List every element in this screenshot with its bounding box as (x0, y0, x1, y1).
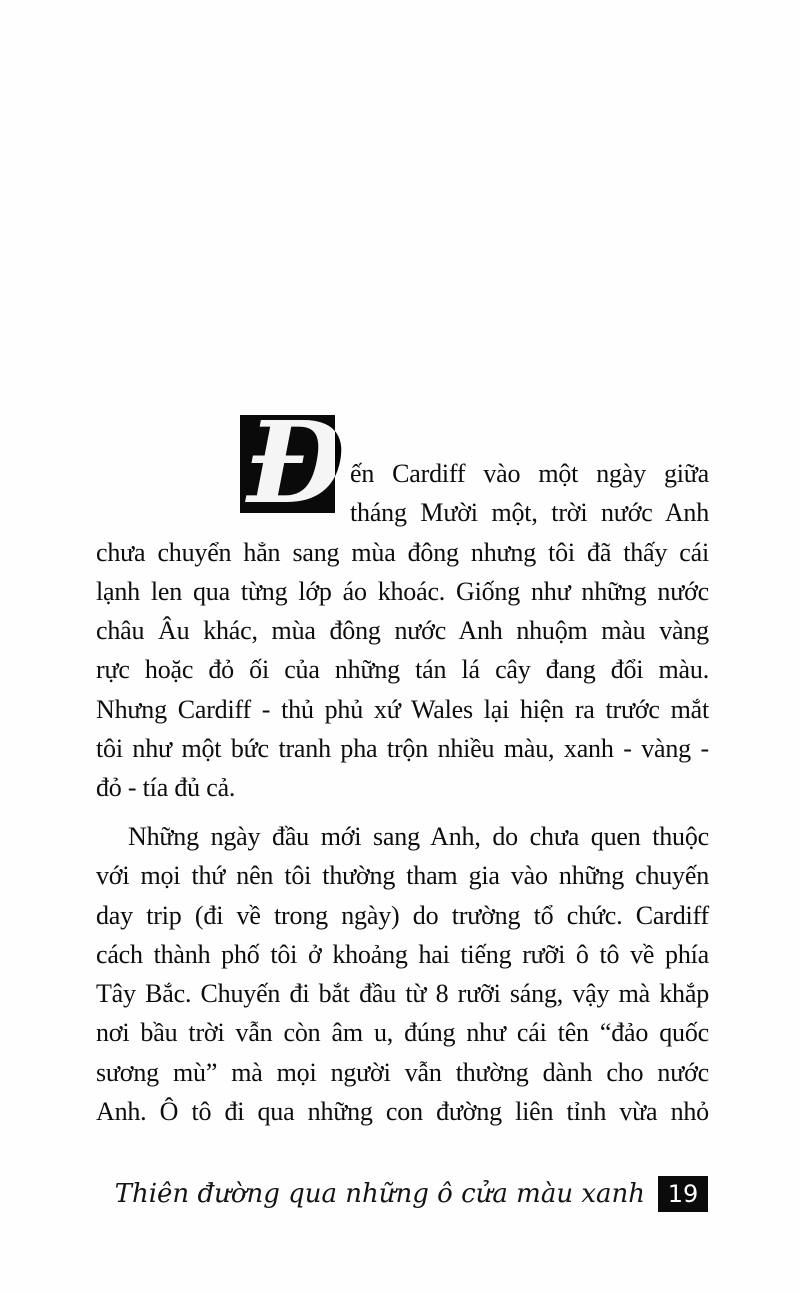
paragraph-2-line-4: cách thành phố tôi ở khoảng hai tiếng rưỡi ô tô về phía (96, 939, 709, 969)
page-number-box (658, 1176, 708, 1212)
paragraph-2-line-7: sương mù” mà mọi người vẫn thường dành cho nước (96, 1057, 709, 1087)
paragraph-1-line-8: tôi như một bức tranh pha trộn nhiều màu, xanh - vàng - (96, 734, 709, 764)
paragraph-1 (96, 454, 709, 808)
paragraph-2 (96, 817, 709, 1131)
page-footer (115, 1175, 708, 1213)
paragraph-2-line-3: day trip (đi về trong ngày) do trường tổ chức. Cardiff (96, 900, 709, 930)
paragraph-1-line-1: ến Cardiff vào một ngày giữa (350, 459, 709, 488)
paragraph-2-line-6: nơi bầu trời vẫn còn âm u, đúng như cái tên “đảo quốc (96, 1018, 709, 1048)
running-title: Thiên đường qua những ô cửa màu xanh (114, 1179, 645, 1209)
paragraph-2-line-8: Anh. Ô tô đi qua những con đường liên tỉnh vừa nhỏ (96, 1097, 709, 1127)
paragraph-2-line-2: với mọi thứ nên tôi thường tham gia vào những chuyến (96, 861, 709, 891)
paragraph-1-line-3: chưa chuyển hẳn sang mùa đông nhưng tôi đã thấy cái (96, 537, 709, 567)
paragraph-1-line-6: rực hoặc đỏ ối của những tán lá cây đang đổi màu. (96, 655, 709, 685)
paragraph-1-line-7: Nhưng Cardiff - thủ phủ xứ Wales lại hiện ra trước mắt (96, 694, 709, 724)
paragraph-1-line-9: đỏ - tía đủ cả. (96, 773, 236, 803)
dropcap-letter: Đ (247, 398, 345, 529)
paragraph-2-line-5: Tây Bắc. Chuyến đi bắt đầu từ 8 rưỡi sáng, vậy mà khắp (96, 979, 709, 1009)
paragraph-1-line-4: lạnh len qua từng lớp áo khoác. Giống như những nước (96, 576, 709, 606)
paragraph-1-line-2: tháng Mười một, trời nước Anh (350, 498, 709, 528)
paragraph-1-line-5: châu Âu khác, mùa đông nước Anh nhuộm màu vàng (96, 616, 709, 646)
page-number: 19 (667, 1180, 699, 1208)
paragraph-2-line-1: Những ngày đầu mới sang Anh, do chưa quen thuộc (128, 822, 709, 851)
